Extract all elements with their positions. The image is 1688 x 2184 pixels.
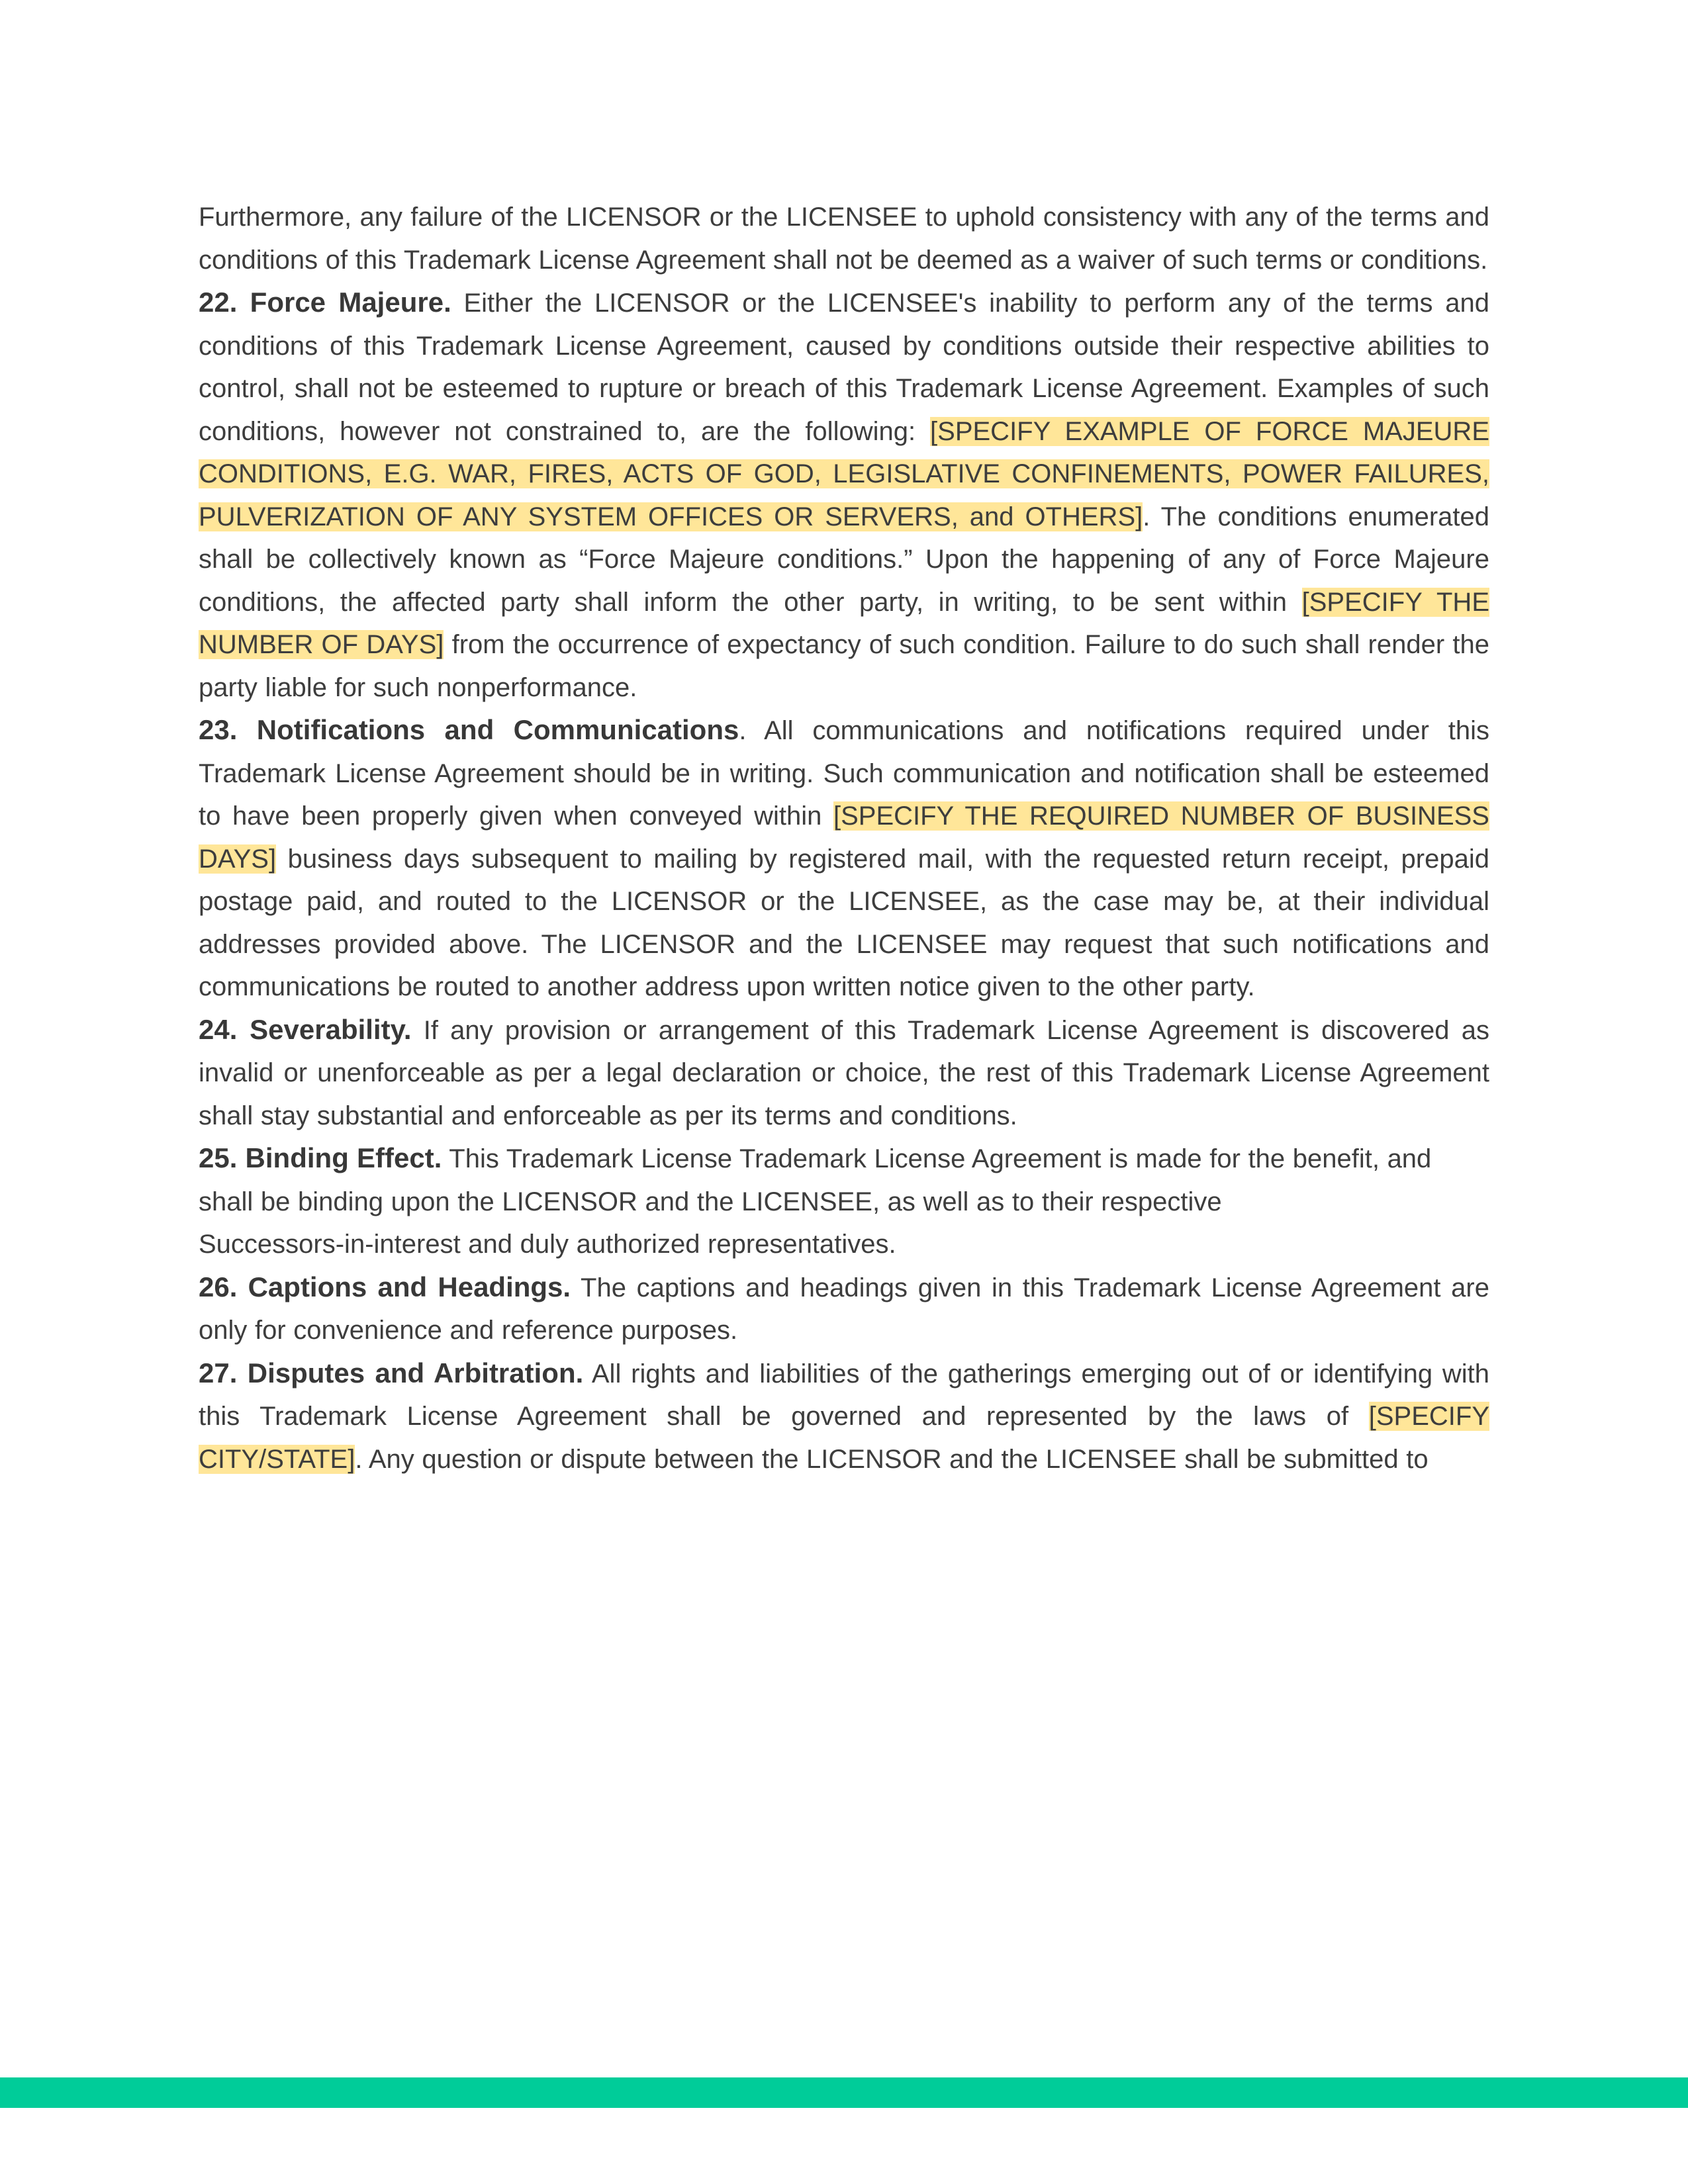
section-22-text-3: from the occurrence of expectancy of such condition. Failure to do such shall render the party liable for such nonperformance. — [199, 630, 1489, 702]
section-27-heading: 27. Disputes and Arbitration. — [199, 1357, 584, 1388]
section-22-text-2: . The conditions enumerated shall be collectively known as “Force Majeure conditions.” Upon the happening of any of Force Majeure conditions, the affected party shall inform the other party, in writing, to be sent within — [199, 502, 1490, 617]
section-24-severability — [199, 1009, 1489, 1138]
section-23-placeholder-business-days: [SPECIFY THE REQUIRED NUMBER OF BUSINESS DAYS] — [199, 801, 1489, 874]
section-26-heading: 26. Captions and Headings. — [199, 1271, 571, 1302]
section-26-text-1: The captions and headings given in this Trademark License Agreement are only for convenience and reference purposes. — [199, 1273, 1489, 1345]
section-25-heading: 25. Binding Effect. — [199, 1142, 442, 1173]
section-22-text-1: Either the LICENSOR or the LICENSEE's inability to perform any of the terms and conditions of this Trademark License Agreement, caused by conditions outside their respective abilities to control, shall not be esteemed to rupture or breach of this Trademark License Agreement. Examples of such conditions, however not constrained to, are the following: — [199, 289, 1489, 446]
section-22-force-majeure — [199, 281, 1489, 709]
section-23-text-1: . All communications and notifications required under this Trademark License Agreement should be in writing. Such communication and notification shall be esteemed to have been properly given when conveyed within — [199, 716, 1489, 831]
section-23-heading: 23. Notifications and Communications — [199, 714, 739, 745]
section-25-text-2: Successors-in-interest and duly authorized representatives. — [199, 1230, 896, 1259]
section-25-text-1: This Trademark License Trademark License Agreement is made for the benefit, and shall be binding upon the LICENSOR and the LICENSEE, as well as to their respective — [199, 1144, 1432, 1216]
section-26-captions — [199, 1266, 1489, 1352]
section-27-text-1: All rights and liabilities of the gatherings emerging out of or identifying with this Trademark License Agreement shall be governed and represented by the laws of — [199, 1359, 1489, 1431]
section-25-binding-effect — [199, 1137, 1489, 1266]
section-24-text-1: If any provision or arrangement of this Trademark License Agreement is discovered as invalid or unenforceable as per a legal declaration or choice, the rest of this Trademark License Agreement shall stay substantial and enforceable as per its terms and conditions. — [199, 1015, 1489, 1130]
section-22-heading: 22. Force Majeure. — [199, 287, 451, 318]
section-27-placeholder-city-state: [SPECIFY CITY/STATE] — [199, 1402, 1489, 1474]
section-27-text-2: . Any question or dispute between the LICENSOR and the LICENSEE shall be submitted to — [355, 1444, 1429, 1474]
intro-paragraph — [199, 196, 1489, 281]
document-page — [199, 196, 1489, 1480]
section-23-text-2: business days subsequent to mailing by registered mail, with the requested return receipt, prepaid postage paid, and routed to the LICENSOR or the LICENSEE, as the case may be, at their individual addresses provided above. The LICENSOR and the LICENSEE may request that such notifications and communications be routed to another address upon written notice given to the other party. — [199, 844, 1489, 1001]
section-27-disputes — [199, 1352, 1489, 1481]
section-22-placeholder-number-of-days: [SPECIFY THE NUMBER OF DAYS] — [199, 587, 1489, 659]
section-23-notifications — [199, 709, 1489, 1009]
section-22-placeholder-force-majeure-examples: [SPECIFY EXAMPLE OF FORCE MAJEURE CONDITIONS, E.G. WAR, FIRES, ACTS OF GOD, LEGISLATIVE CONFINEMENTS, POWER FAILURES, PULVERIZATION OF ANY SYSTEM OFFICES OR SERVERS, and OTHERS] — [199, 416, 1489, 531]
section-24-heading: 24. Severability. — [199, 1013, 412, 1045]
footer-accent-bar — [0, 2077, 1688, 2108]
intro-text: Furthermore, any failure of the LICENSOR or the LICENSEE to uphold consistency with any of the terms and conditions of this Trademark License Agreement shall not be deemed as a waiver of such terms or conditions. — [199, 203, 1489, 275]
